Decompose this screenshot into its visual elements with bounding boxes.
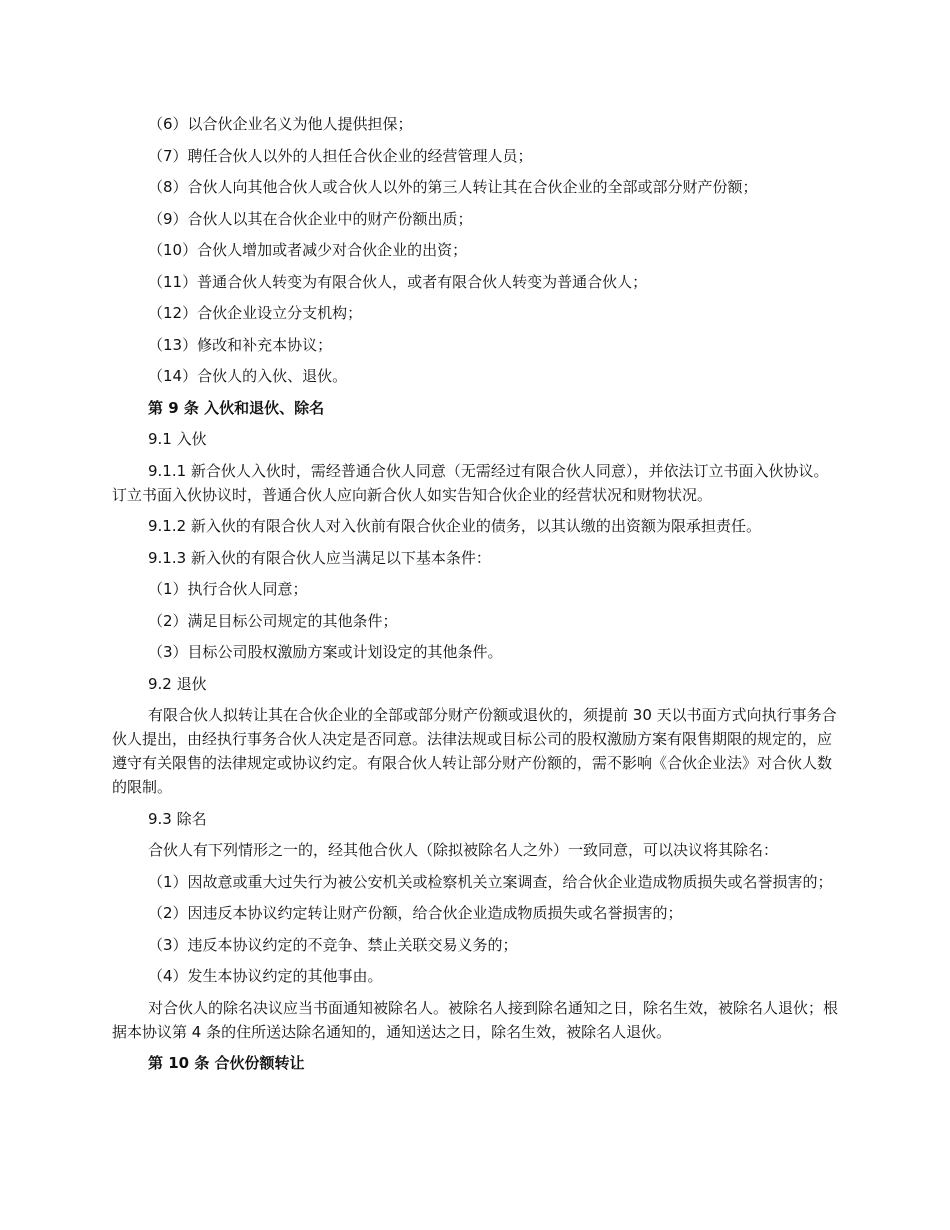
clause-paragraph: 9.1.1 新合伙人入伙时，需经普通合伙人同意（无需经过有限合伙人同意），并依法订立书面入伙协议。订立书面入伙协议时，普通合伙人应向新合伙人如实告知合伙企业的经营状况和财物状况。 [112,461,829,504]
list-item: （2）满足目标公司规定的其他条件； [148,611,398,630]
list-item: （9）合伙人以其在合伙企业中的财产份额出质； [148,209,473,228]
list-item: （14）合伙人的入伙、退伙。 [148,367,348,385]
section-heading: 9.2 退伙 [148,674,207,693]
section-heading: 9.1 入伙 [148,430,207,448]
list-item: （10）合伙人增加或者减少对合伙企业的出资； [148,241,468,259]
list-item: （12）合伙企业设立分支机构； [148,304,363,322]
list-item: （13）修改和补充本协议； [148,335,333,354]
list-item: （1）执行合伙人同意； [148,580,308,598]
list-item: （2）因违反本协议约定转让财产份额，给合伙企业造成物质损失或名誉损害的； [148,904,683,922]
list-item: （1）因故意或重大过失行为被公安机关或检察机关立案调查，给合伙企业造成物质损失或名誉损害的； [148,872,833,891]
list-item: （7）聘任合伙人以外的人担任合伙企业的经营管理人员； [148,146,533,165]
list-item: （8）合伙人向其他合伙人或合伙人以外的第三人转让其在合伙企业的全部或部分财产份额； [148,178,758,196]
clause-paragraph: 对合伙人的除名决议应当书面通知被除名人。被除名人接到除名通知之日，除名生效，被除名人退伙；根据本协议第 4 条的住所送达除名通知的，通知送达之日，除名生效，被除名人退伙。 [112,998,839,1041]
clause-paragraph: 9.1.2 新入伙的有限合伙人对入伙前有限合伙企业的债务，以其认缴的出资额为限承担责任。 [148,517,761,535]
clause-paragraph: 有限合伙人拟转让其在合伙企业的全部或部分财产份额或退伙的，须提前 30 天以书面方式向执行事务合伙人提出，由经执行事务合伙人决定是否同意。法律法规或目标公司的股权激励方案有限售期限的规定的，应遵守有关限售的法律规定或协议约定。有限合伙人转让部分财产份额的，需不影响《合伙企业法》对合伙人数的限制。 [112,706,837,796]
list-item: （3）目标公司股权激励方案或计划设定的其他条件。 [148,643,503,661]
article-heading: 第 10 条 合伙份额转让 [148,1054,305,1072]
clause-paragraph: 9.1.3 新入伙的有限合伙人应当满足以下基本条件： [148,548,491,567]
clause-paragraph: 合伙人有下列情形之一的，经其他合伙人（除拟被除名人之外）一致同意，可以决议将其除名： [148,841,779,859]
article-heading: 第 9 条 入伙和退伙、除名 [148,398,325,417]
list-item: （3）违反本协议约定的不竞争、禁止关联交易义务的； [148,935,518,954]
section-heading: 9.3 除名 [148,809,207,828]
list-item: （11）普通合伙人转变为有限合伙人，或者有限合伙人转变为普通合伙人； [148,272,648,291]
list-item: （4）发生本协议约定的其他事由。 [148,967,383,985]
list-item: （6）以合伙企业名义为他人提供担保； [148,115,413,133]
